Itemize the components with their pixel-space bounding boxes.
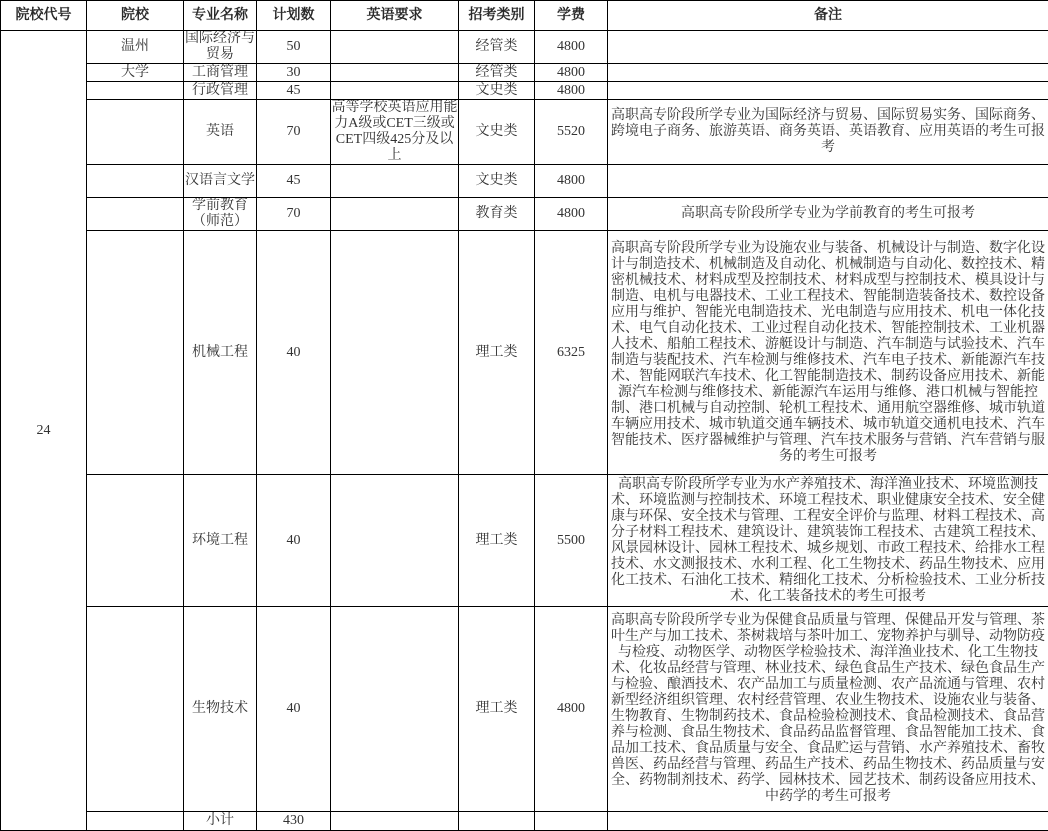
- remark-cell: 高职高专阶段所学专业为学前教育的考生可报考: [608, 198, 1048, 231]
- college-cell: [87, 198, 184, 231]
- english-requirement-cell: [331, 231, 459, 475]
- plan-count-cell: 40: [257, 475, 331, 607]
- plan-count-cell: 45: [257, 165, 331, 198]
- college-code-cell: 24: [1, 31, 87, 831]
- major-cell: 国际经济与贸易: [184, 31, 257, 64]
- remark-cell: [608, 31, 1048, 64]
- major-cell: 行政管理: [184, 82, 257, 100]
- english-requirement-cell: [331, 607, 459, 812]
- tuition-cell: 4800: [535, 165, 608, 198]
- english-requirement-cell: [331, 31, 459, 64]
- remark-cell: [608, 82, 1048, 100]
- tuition-cell: 4800: [535, 607, 608, 812]
- tuition-cell: 6325: [535, 231, 608, 475]
- english-requirement-cell: [331, 198, 459, 231]
- exam-category-cell: 理工类: [459, 475, 535, 607]
- college-cell: [87, 812, 184, 831]
- exam-category-cell: 文史类: [459, 100, 535, 165]
- tuition-cell: 4800: [535, 198, 608, 231]
- remark-cell: [608, 165, 1048, 198]
- table-row: [1, 64, 1048, 82]
- major-cell: 学前教育（师范）: [184, 198, 257, 231]
- tuition-cell: 4800: [535, 64, 608, 82]
- exam-category-cell: 经管类: [459, 64, 535, 82]
- major-cell: 环境工程: [184, 475, 257, 607]
- col-header-remarks: 备注: [608, 1, 1048, 31]
- college-cell: [87, 100, 184, 165]
- exam-category-cell: 经管类: [459, 31, 535, 64]
- remark-cell: 高职高专阶段所学专业为设施农业与装备、机械设计与制造、数字化设计与制造技术、机械制造及自动化、机械制造与自动化、数控技术、精密机械技术、材料成型及控制技术、材料成型与控制技术、模具设计与制造、电机与电器技术、工业工程技术、智能制造装备技术、数控设备应用与维护、智能光电制造技术、光电制造与应用技术、机电一体化技术、电气自动化技术、工业过程自动化技术、智能控制技术、工业机器人技术、船舶工程技术、游艇设计与制造、汽车制造与试验技术、汽车制造与装配技术、汽车检测与维修技术、汽车电子技术、新能源汽车技术、智能网联汽车技术、化工智能制造技术、制药设备应用技术、新能源汽车检测与维修技术、新能源汽车运用与维修、港口机械与智能控制、港口机械与自动控制、轮机工程技术、通用航空器维修、城市轨道车辆应用技术、城市轨道交通车辆技术、城市轨道交通机电技术、汽车智能技术、医疗器械维护与管理、汽车技术服务与营销、汽车营销与服务的考生可报考: [608, 231, 1048, 475]
- major-cell: 英语: [184, 100, 257, 165]
- english-requirement-cell: [331, 64, 459, 82]
- col-header-major: 专业名称: [184, 1, 257, 31]
- table-row: [1, 198, 1048, 231]
- col-header-english-requirement: 英语要求: [331, 1, 459, 31]
- remark-cell: [608, 812, 1048, 831]
- major-cell: 机械工程: [184, 231, 257, 475]
- tuition-cell: 5500: [535, 475, 608, 607]
- english-requirement-cell: [331, 82, 459, 100]
- col-header-exam-category: 招考类别: [459, 1, 535, 31]
- table-row: [1, 82, 1048, 100]
- subtotal-label-cell: 小计: [184, 812, 257, 831]
- col-header-college-code: 院校代号: [1, 1, 87, 31]
- college-cell: 大学: [87, 64, 184, 82]
- college-cell: [87, 607, 184, 812]
- college-cell: [87, 475, 184, 607]
- english-requirement-cell: [331, 812, 459, 831]
- college-cell: [87, 165, 184, 198]
- table-row: [1, 100, 1048, 165]
- major-cell: 生物技术: [184, 607, 257, 812]
- exam-category-cell: 教育类: [459, 198, 535, 231]
- exam-category-cell: [459, 812, 535, 831]
- exam-category-cell: 理工类: [459, 231, 535, 475]
- exam-category-cell: 理工类: [459, 607, 535, 812]
- table-row: [1, 475, 1048, 607]
- subtotal-plan-count-cell: 430: [257, 812, 331, 831]
- col-header-college: 院校: [87, 1, 184, 31]
- subtotal-row: [1, 812, 1048, 831]
- tuition-cell: 4800: [535, 82, 608, 100]
- plan-count-cell: 50: [257, 31, 331, 64]
- exam-category-cell: 文史类: [459, 82, 535, 100]
- remark-cell: 高职高专阶段所学专业为保健食品质量与管理、保健品开发与管理、茶叶生产与加工技术、茶树栽培与茶叶加工、宠物养护与驯导、动物防疫与检疫、动物医学、动物医学检验技术、海洋渔业技术、化工生物技术、化妆品经营与管理、林业技术、绿色食品生产技术、绿色食品生产与检验、酿酒技术、农产品加工与质量检测、农产品流通与管理、农村新型经济组织管理、农村经营管理、农业生物技术、设施农业与装备、生物教育、生物制药技术、食品检验检测技术、食品检测技术、食品营养与检测、食品生物技术、食品药品监督管理、食品智能加工技术、食品加工技术、食品质量与安全、食品贮运与营销、水产养殖技术、畜牧兽医、药品经营与管理、药品生产技术、药品生物技术、药品质量与安全、药物制剂技术、药学、园林技术、园艺技术、制药设备应用技术、中药学的考生可报考: [608, 607, 1048, 812]
- major-cell: 工商管理: [184, 64, 257, 82]
- college-cell: 温州: [87, 31, 184, 64]
- remark-cell: [608, 64, 1048, 82]
- col-header-plan-count: 计划数: [257, 1, 331, 31]
- english-requirement-cell: 高等学校英语应用能力A级或CET三级或CET四级425分及以上: [331, 100, 459, 165]
- table-row: [1, 165, 1048, 198]
- english-requirement-cell: [331, 165, 459, 198]
- plan-count-cell: 40: [257, 231, 331, 475]
- major-cell: 汉语言文学: [184, 165, 257, 198]
- table-row: [1, 31, 1048, 64]
- plan-count-cell: 70: [257, 100, 331, 165]
- tuition-cell: 4800: [535, 31, 608, 64]
- remark-cell: 高职高专阶段所学专业为水产养殖技术、海洋渔业技术、环境监测技术、环境监测与控制技术、环境工程技术、职业健康安全技术、安全健康与环保、安全技术与管理、工程安全评价与监理、材料工程技术、高分子材料工程技术、建筑设计、建筑装饰工程技术、古建筑工程技术、风景园林设计、园林工程技术、城乡规划、市政工程技术、给排水工程技术、水文测报技术、水利工程、化工生物技术、药品生物技术、应用化工技术、石油化工技术、精细化工技术、分析检验技术、工业分析技术、化工装备技术的考生可报考: [608, 475, 1048, 607]
- plan-count-cell: 45: [257, 82, 331, 100]
- header-row: [1, 1, 1048, 31]
- plan-count-cell: 70: [257, 198, 331, 231]
- col-header-tuition: 学费: [535, 1, 608, 31]
- english-requirement-cell: [331, 475, 459, 607]
- remark-cell: 高职高专阶段所学专业为国际经济与贸易、国际贸易实务、国际商务、跨境电子商务、旅游英语、商务英语、英语教育、应用英语的考生可报考: [608, 100, 1048, 165]
- table-row: [1, 607, 1048, 812]
- college-cell: [87, 82, 184, 100]
- tuition-cell: 5520: [535, 100, 608, 165]
- exam-category-cell: 文史类: [459, 165, 535, 198]
- tuition-cell: [535, 812, 608, 831]
- plan-count-cell: 30: [257, 64, 331, 82]
- plan-count-cell: 40: [257, 607, 331, 812]
- college-cell: [87, 231, 184, 475]
- table-row: [1, 231, 1048, 475]
